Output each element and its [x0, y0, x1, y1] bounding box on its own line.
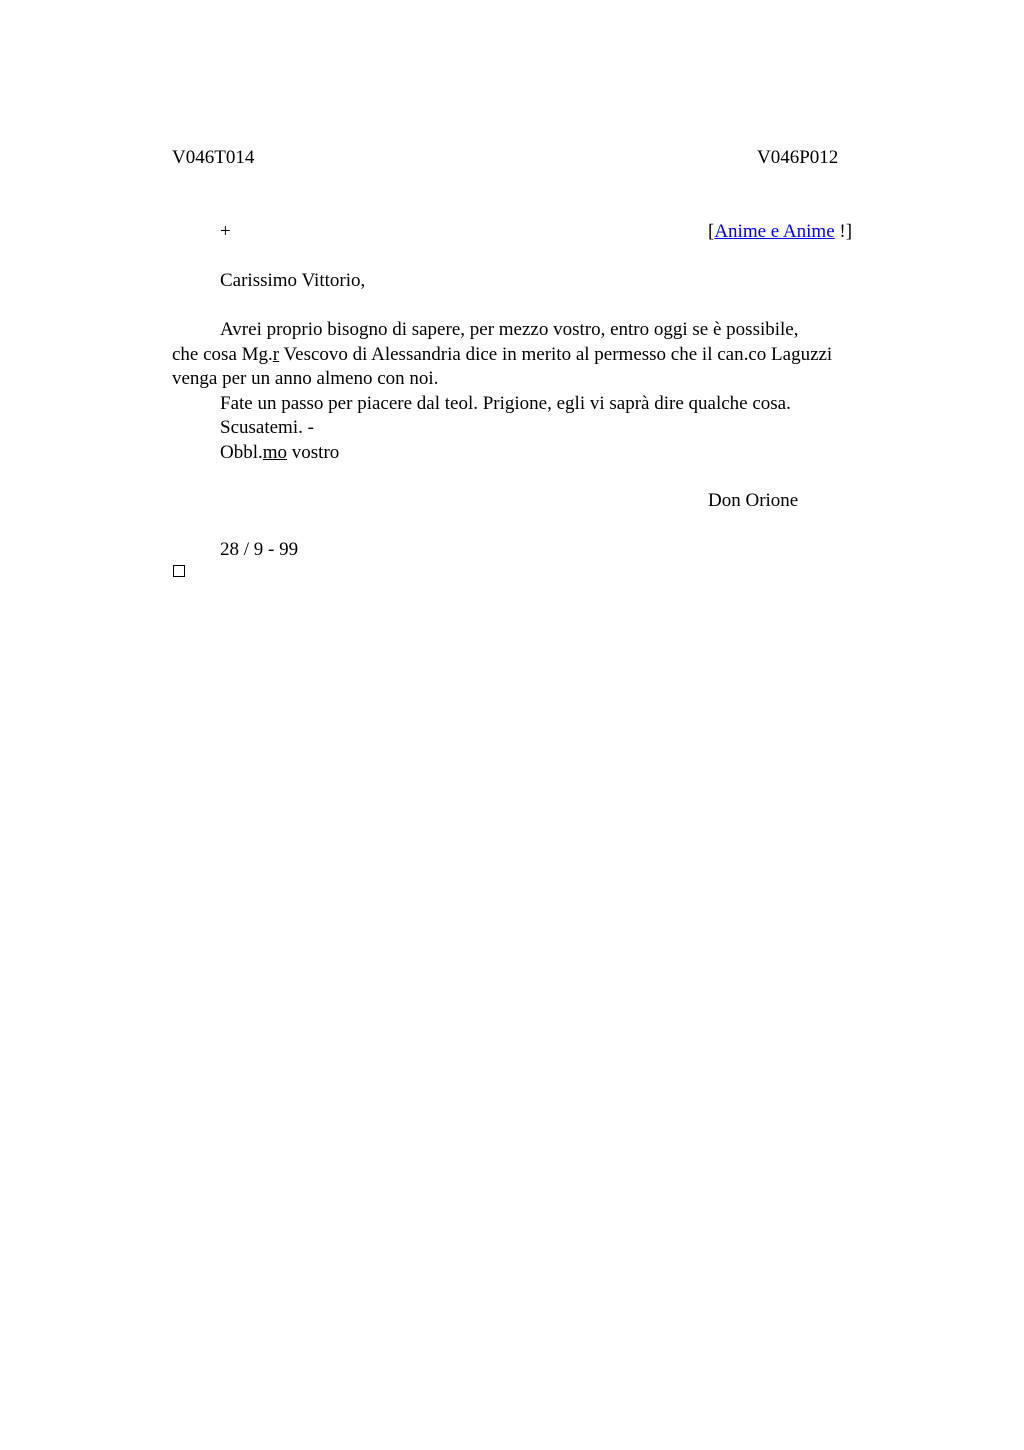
letter-closing — [172, 441, 912, 466]
motto-open-bracket: [ — [708, 221, 715, 242]
closing-end: vostro — [287, 441, 340, 463]
document-ref-left: V046T014 — [172, 147, 255, 168]
salutation: Carissimo Vittorio, — [220, 270, 366, 291]
letter-line-2-superscript: r — [272, 343, 280, 365]
motto — [708, 220, 852, 244]
motto-link[interactable]: Anime e Anime — [714, 221, 835, 242]
letter-line-5: Scusatemi. - — [220, 417, 314, 438]
motto-close-bracket: !] — [834, 221, 853, 242]
letter-line-2 — [172, 343, 912, 368]
empty-square-icon — [173, 565, 185, 577]
letter-line-4: Fate un passo per piacere dal teol. Prigione, egli vi saprà dire qualche cosa. — [220, 392, 791, 414]
closing-superscript: mo — [262, 441, 288, 463]
cross-mark: + — [220, 221, 231, 242]
letter-line-2-start: che cosa Mg. — [172, 343, 273, 365]
letter-line-2-end: Vescovo di Alessandria dice in merito al permesso che il can.co Laguzzi — [279, 343, 833, 365]
document-ref-right: V046P012 — [757, 147, 839, 168]
letter-line-3: venga per un anno almeno con noi. — [172, 368, 439, 389]
letter-body — [172, 318, 912, 465]
closing-start: Obbl. — [220, 441, 263, 463]
letter-line-1: Avrei proprio bisogno di sapere, per mezzo vostro, entro oggi se è possibile, — [220, 319, 799, 340]
letter-date: 28 / 9 - 99 — [220, 539, 299, 560]
signature: Don Orione — [708, 490, 799, 511]
